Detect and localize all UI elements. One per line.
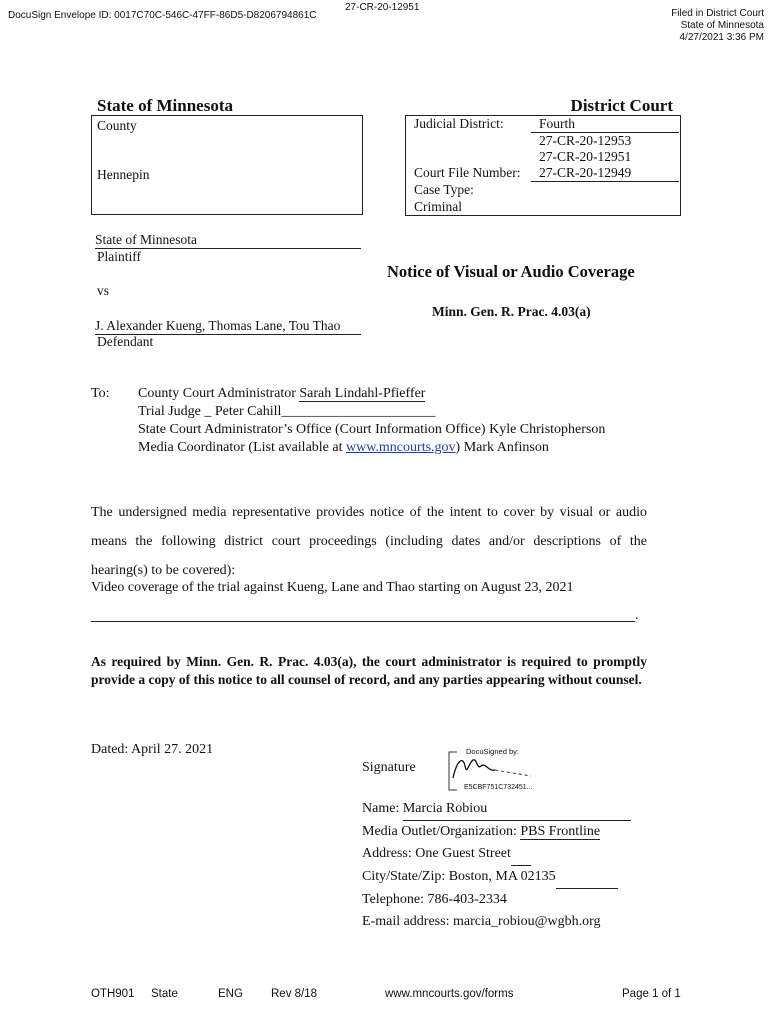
judicial-district-label: Judicial District: [414, 116, 504, 131]
plaintiff-name: State of Minnesota [95, 232, 361, 249]
coverage-blank-line [91, 621, 635, 622]
mncourts-link[interactable]: www.mncourts.gov [346, 440, 456, 455]
signature-label: Signature [362, 760, 416, 775]
name-label: Name: [362, 801, 403, 816]
footer-form: OTH901 [91, 988, 135, 1000]
email-row: E-mail address: marcia_robiou@wgbh.org [362, 914, 601, 929]
outlet-label: Media Outlet/Organization: [362, 824, 521, 839]
to-line-media [138, 439, 605, 457]
address-value: Address: One Guest Street [362, 846, 511, 861]
telephone-row: Telephone: 786-403-2334 [362, 892, 507, 907]
to-label: To: [91, 386, 110, 401]
county-box [91, 115, 363, 215]
district-values [531, 116, 679, 182]
media-coordinator: ) Mark Anfinson [455, 440, 549, 455]
case-type-value: Criminal [414, 199, 462, 214]
defendant-name: J. Alexander Kueng, Thomas Lane, Tou Thao [95, 318, 361, 335]
dated-line: Dated: April 27. 2021 [91, 742, 214, 757]
city-row [362, 866, 631, 889]
outlet-row [362, 821, 631, 843]
address-fill [511, 843, 531, 866]
intent-paragraph: The undersigned media representative provides notice of the intent to cover by visual or audio means the following district court proceedings (including dates and/or descriptions of the hearing(s) to be covered): [91, 505, 647, 578]
to-lines [138, 385, 605, 457]
footer-page: Page 1 of 1 [622, 988, 681, 1000]
coverage-description: Video coverage of the trial against Kueng, Lane and Thao starting on August 23, 2021 [91, 580, 574, 595]
to-line-state-office: State Court Administrator’s Office (Court Information Office) Kyle Christopherson [138, 422, 606, 437]
top-case-number: 27-CR-20-12951 [345, 2, 420, 13]
file-number-3: 27-CR-20-12949 [531, 165, 679, 182]
footer-rev: Rev 8/18 [271, 988, 318, 1000]
filed-line-2: State of Minnesota [680, 20, 764, 31]
administrator-label: County Court Administrator [138, 386, 300, 401]
filed-line-3: 4/27/2021 3:36 PM [679, 32, 764, 43]
footer-lang: ENG [218, 988, 243, 1000]
county-label: County [97, 118, 137, 133]
notice-rule: Minn. Gen. R. Prac. 4.03(a) [432, 304, 591, 319]
judge-fill: ______________________ [281, 404, 436, 419]
file-number-2: 27-CR-20-12951 [539, 149, 632, 164]
signer-code: E5CBF751C732451... [464, 784, 533, 791]
district-box [405, 115, 681, 216]
docusign-signature [447, 748, 535, 794]
defendant-label: Defendant [97, 334, 154, 349]
coverage-line-end: . [635, 608, 639, 623]
outlet-value: PBS Frontline [520, 824, 601, 839]
to-line-administrator [138, 385, 605, 403]
name-row [362, 798, 631, 821]
footer-url[interactable]: www.mncourts.gov/forms [385, 988, 514, 1000]
state-title: State of Minnesota [97, 96, 233, 115]
docusigned-by-label: DocuSigned by: [466, 747, 519, 756]
court-title: District Court [570, 96, 673, 115]
city-value: City/State/Zip: Boston, MA 02135 [362, 869, 556, 884]
footer-state: State [151, 988, 178, 1000]
vs-label: vs [97, 283, 110, 298]
judge-label: Trial Judge _ Peter Cahill [138, 404, 282, 419]
file-number-1: 27-CR-20-12953 [539, 133, 632, 148]
case-type-label: Case Type: [414, 182, 474, 197]
filed-stamp [671, 8, 764, 44]
filed-line-1: Filed in District Court [671, 8, 764, 19]
name-value: Marcia Robiou [403, 798, 631, 821]
administrator-name: Sarah Lindahl-Pfieffer [299, 386, 426, 401]
media-label: Media Coordinator (List available at [138, 440, 346, 455]
administrator-requirement: As required by Minn. Gen. R. Prac. 4.03(a), the court administrator is required to promptly provide a copy of this notice to all counsel of record, and any parties appearing without counsel. [91, 654, 647, 687]
contact-info [362, 798, 631, 933]
judicial-district-value: Fourth [531, 116, 679, 133]
court-file-number-label: Court File Number: [414, 165, 521, 180]
address-row [362, 843, 631, 866]
city-fill [556, 866, 618, 889]
plaintiff-label: Plaintiff [97, 249, 142, 264]
to-line-judge [138, 403, 605, 421]
envelope-id: DocuSign Envelope ID: 0017C70C-546C-47FF-86D5-D8206794861C [8, 10, 317, 21]
county-value: Hennepin [97, 167, 150, 182]
notice-title: Notice of Visual or Audio Coverage [387, 262, 635, 281]
